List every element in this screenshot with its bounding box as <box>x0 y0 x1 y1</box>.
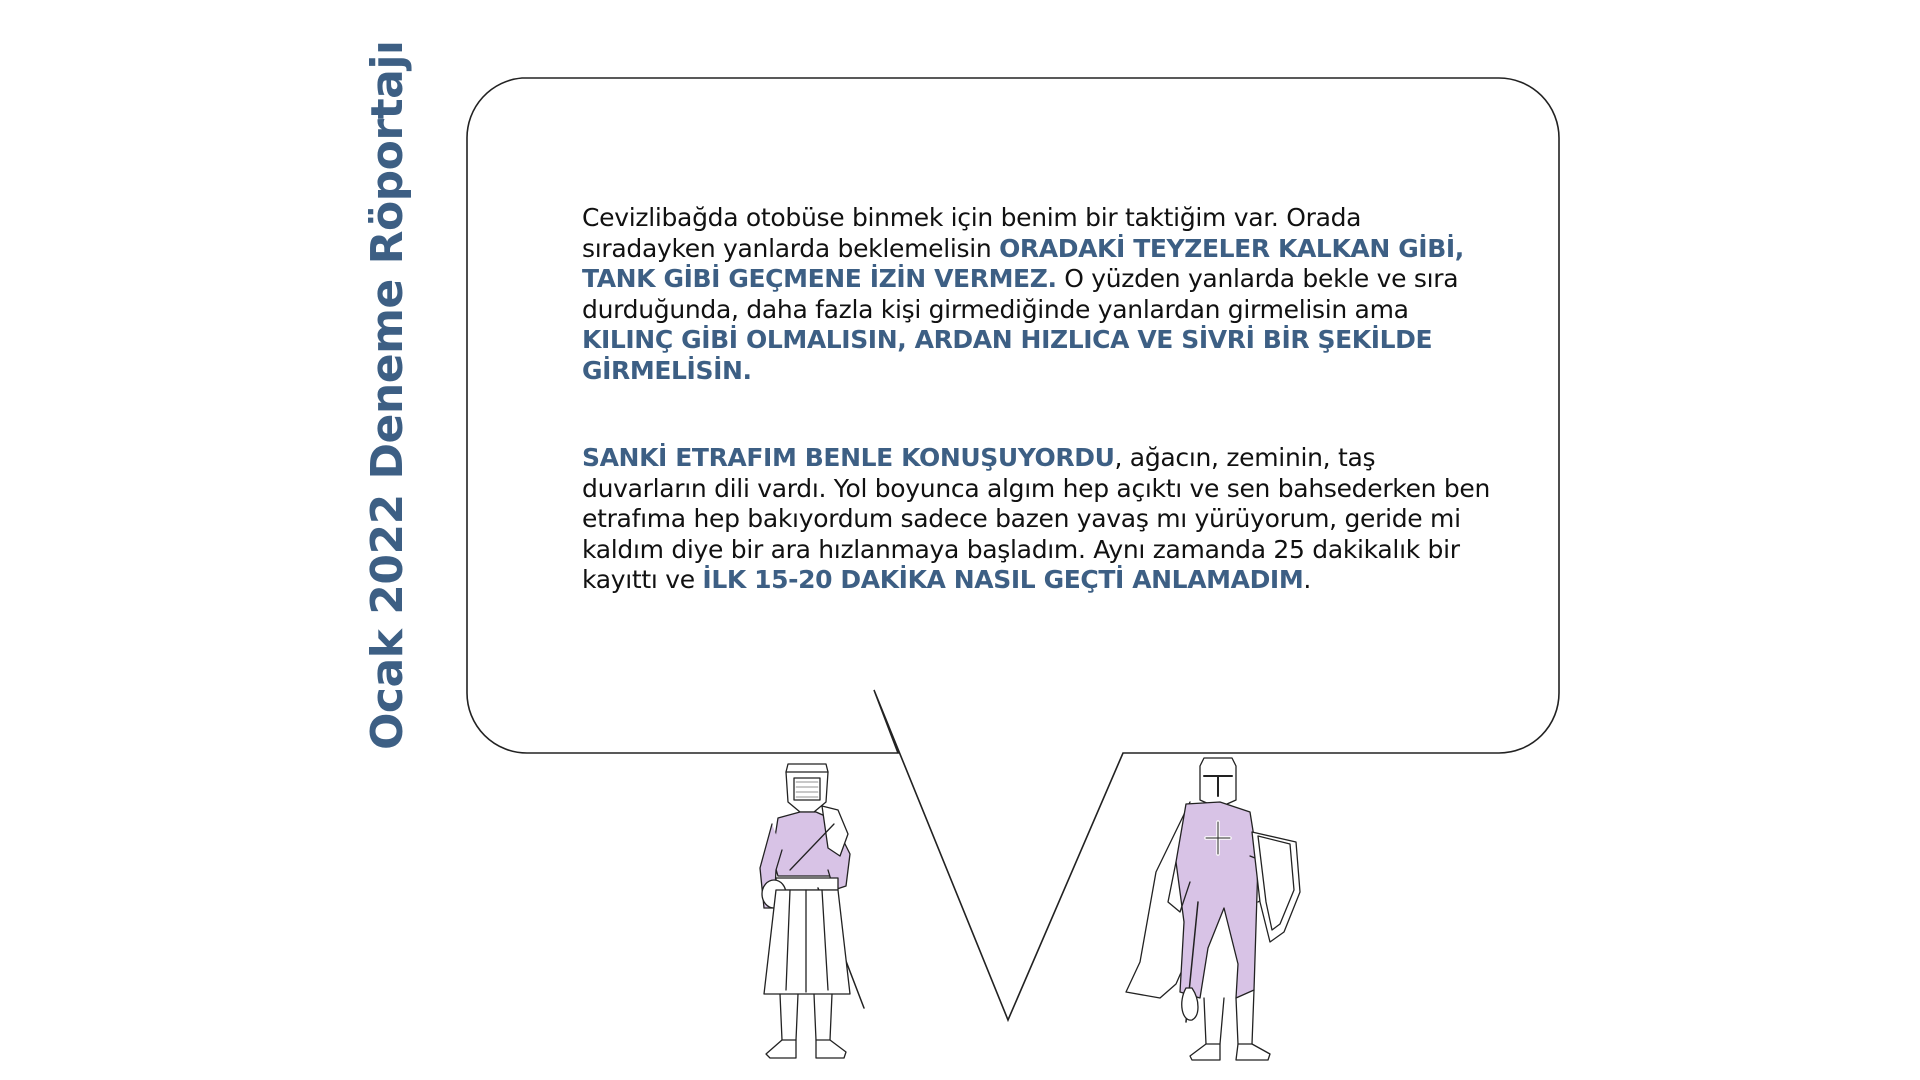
knight-with-axe-icon <box>730 758 880 1063</box>
text-segment: O yüzden yanlarda bekle ve sıra durduğunda, daha fazla kişi girmediğinde yanlardan girmelisin ama <box>582 264 1459 324</box>
text-segment: . <box>1303 565 1311 594</box>
bubble-text <box>582 203 1497 596</box>
highlight-segment: İLK 15-20 DAKİKA NASIL GEÇTİ ANLAMADIM <box>702 565 1304 594</box>
text-segment: , ağacın, zeminin, taş duvarların dili vardı. Yol boyunca algım hep açıktı ve sen bahsederken ben etrafıma hep bakıyordum sadece bazen yavaş mı yürüyorum, geride mi kaldım diye bir ara hızlanmaya başladım. Aynı zamanda 25 dakikalık bir kayıttı ve <box>582 443 1491 594</box>
text-segment: Cevizlibağda otobüse binmek için benim bir taktiğim var. Orada sıradayken yanlarda beklemelisin <box>582 203 1362 263</box>
paragraph <box>582 203 1497 386</box>
slide-title: Ocak 2022 Deneme Röportajı <box>362 40 413 750</box>
highlight-segment: SANKİ ETRAFIM BENLE KONUŞUYORDU <box>582 443 1115 472</box>
paragraph <box>582 443 1497 596</box>
knight-with-shield-icon <box>1120 752 1320 1064</box>
highlight-segment: ORADAKİ TEYZELER KALKAN GİBİ, TANK GİBİ GEÇMENE İZİN VERMEZ. <box>582 233 1464 293</box>
highlight-segment: KILINÇ GİBİ OLMALISIN, ARDAN HIZLICA VE SİVRİ BİR ŞEKİLDE GİRMELİSİN. <box>582 325 1433 385</box>
